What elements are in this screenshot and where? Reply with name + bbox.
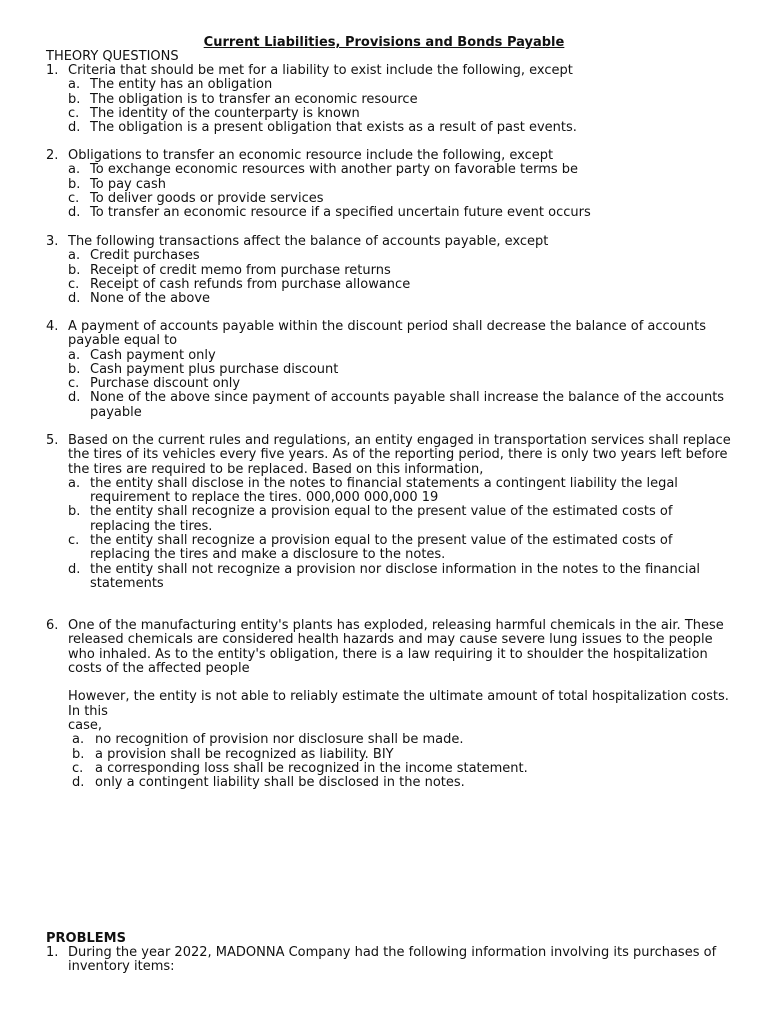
option-letter: c. <box>68 190 80 206</box>
question-5 <box>46 434 736 591</box>
paragraph-line: However, the entity is not able to reliably estimate the ultimate amount of total hospitalization costs. In this <box>68 689 729 719</box>
option-text: no recognition of provision nor disclosure shall be made. <box>95 732 464 748</box>
option-b <box>46 505 736 534</box>
option-letter: a. <box>68 77 81 93</box>
option-a <box>46 349 736 363</box>
option-text: Cash payment plus purchase discount <box>90 361 339 377</box>
question-1 <box>46 64 736 135</box>
option-letter: a. <box>72 732 85 748</box>
option-c <box>46 534 736 563</box>
option-d <box>46 563 736 592</box>
option-text: The obligation is to transfer an economic resource <box>90 91 418 107</box>
option-c <box>46 762 736 776</box>
option-a <box>46 733 736 747</box>
option-text: Receipt of credit memo from purchase returns <box>90 262 391 278</box>
question-stem <box>46 320 736 349</box>
option-a <box>46 78 736 92</box>
option-d <box>46 776 736 790</box>
option-text: The entity has an obligation <box>90 77 273 93</box>
option-letter: d. <box>68 561 81 577</box>
option-a <box>46 163 736 177</box>
section-label-problems: PROBLEMS <box>46 931 126 946</box>
question-text: Based on the current rules and regulations, an entity engaged in transportation services shall replace the tires of its vehicles every five years. As of the reporting period, there is only two years left before the tires are required to be replaced. Based on this information, <box>68 433 731 477</box>
option-b <box>46 178 736 192</box>
option-letter: c. <box>68 376 80 392</box>
problem-number: 1. <box>46 945 59 960</box>
option-d <box>46 391 736 420</box>
option-letter: d. <box>68 390 81 406</box>
option-a <box>46 477 736 506</box>
question-number: 4. <box>46 319 59 334</box>
problem-1 <box>46 946 736 975</box>
option-list <box>46 349 736 420</box>
option-letter: a. <box>68 162 81 178</box>
option-letter: b. <box>72 746 85 762</box>
question-text: One of the manufacturing entity's plants has exploded, releasing harmful chemicals in the air. These released chemicals are considered health hazards and may cause severe lung issues to the people who inhaled. As to the entity's obligation, there is a law requiring it to shoulder the hospitalization costs of the affected people <box>68 618 724 676</box>
option-c <box>46 278 736 292</box>
option-list <box>46 78 736 135</box>
question-text: A payment of accounts payable within the discount period shall decrease the balance of accounts payable equal to <box>68 319 706 349</box>
option-c <box>46 192 736 206</box>
problem-stem <box>46 946 736 975</box>
option-text: The identity of the counterparty is known <box>90 105 360 121</box>
question-number: 3. <box>46 234 59 249</box>
question-text: Criteria that should be met for a liability to exist include the following, except <box>68 63 573 78</box>
question-stem <box>46 235 736 249</box>
option-letter: d. <box>68 120 81 136</box>
question-stem <box>46 64 736 78</box>
option-d <box>46 292 736 306</box>
option-letter: c. <box>72 760 84 776</box>
option-text: the entity shall recognize a provision equal to the present value of the estimated costs of replacing the tires. <box>90 504 673 534</box>
option-text: To pay cash <box>90 176 166 192</box>
option-text: Receipt of cash refunds from purchase allowance <box>90 276 411 292</box>
option-letter: a. <box>68 347 81 363</box>
option-letter: a. <box>68 475 81 491</box>
question-number: 5. <box>46 433 59 448</box>
option-b <box>46 363 736 377</box>
option-text: To exchange economic resources with another party on favorable terms be <box>90 162 579 178</box>
question-text: The following transactions affect the balance of accounts payable, except <box>68 234 549 249</box>
option-d <box>46 206 736 220</box>
question-number: 6. <box>46 618 59 633</box>
option-text: Cash payment only <box>90 347 216 363</box>
option-letter: a. <box>68 248 81 264</box>
question-text: Obligations to transfer an economic resource include the following, except <box>68 148 554 163</box>
option-text: only a contingent liability shall be disclosed in the notes. <box>95 775 465 791</box>
option-letter: d. <box>68 205 81 221</box>
option-text: Credit purchases <box>90 248 200 264</box>
option-list <box>46 249 736 306</box>
question-paragraph <box>46 690 736 733</box>
option-text: The obligation is a present obligation that exists as a result of past events. <box>90 120 577 136</box>
option-text: the entity shall disclose in the notes to financial statements a contingent liability the legal requirement to replace the tires. 000,000 000,000 19 <box>90 475 678 506</box>
option-c <box>46 107 736 121</box>
option-letter: b. <box>68 176 81 192</box>
option-letter: b. <box>68 91 81 107</box>
option-text: To transfer an economic resource if a specified uncertain future event occurs <box>90 205 591 221</box>
option-letter: b. <box>68 262 81 278</box>
paragraph-line: case, <box>68 718 103 734</box>
option-c <box>46 377 736 391</box>
question-3 <box>46 235 736 306</box>
option-text: the entity shall recognize a provision equal to the present value of the estimated costs of replacing the tires and make a disclosure to the notes. <box>90 533 673 563</box>
option-text: Purchase discount only <box>90 376 241 392</box>
option-b <box>46 264 736 278</box>
option-text: a provision shall be recognized as liability. BIY <box>95 746 394 762</box>
option-letter: c. <box>68 533 80 549</box>
option-letter: c. <box>68 105 80 121</box>
option-letter: d. <box>72 775 85 791</box>
option-text: None of the above <box>90 291 211 307</box>
question-number: 1. <box>46 63 59 78</box>
option-letter: b. <box>68 361 81 377</box>
question-stem <box>46 434 736 477</box>
question-stem <box>46 619 736 676</box>
document-title: Current Liabilities, Provisions and Bonds Payable <box>203 35 565 50</box>
option-a <box>46 249 736 263</box>
option-b <box>46 748 736 762</box>
question-number: 2. <box>46 148 59 163</box>
problem-text: During the year 2022, MADONNA Company had the following information involving its purchases of inventory items: <box>68 945 717 975</box>
question-stem <box>46 149 736 163</box>
option-list <box>46 477 736 591</box>
option-text: None of the above since payment of accounts payable shall increase the balance of the accounts payable <box>90 390 725 420</box>
blank-line <box>46 676 736 690</box>
option-d <box>46 121 736 135</box>
question-4 <box>46 320 736 420</box>
option-b <box>46 93 736 107</box>
question-2 <box>46 149 736 220</box>
option-letter: b. <box>68 504 81 520</box>
option-text: To deliver goods or provide services <box>90 190 324 206</box>
option-letter: c. <box>68 276 80 292</box>
option-text: a corresponding loss shall be recognized in the income statement. <box>95 760 528 776</box>
question-6 <box>46 619 736 791</box>
section-label-theory: THEORY QUESTIONS <box>46 49 179 64</box>
option-list <box>46 733 736 790</box>
option-text: the entity shall not recognize a provision nor disclose information in the notes to the financial statements <box>90 561 701 591</box>
option-letter: d. <box>68 291 81 307</box>
option-list <box>46 163 736 220</box>
